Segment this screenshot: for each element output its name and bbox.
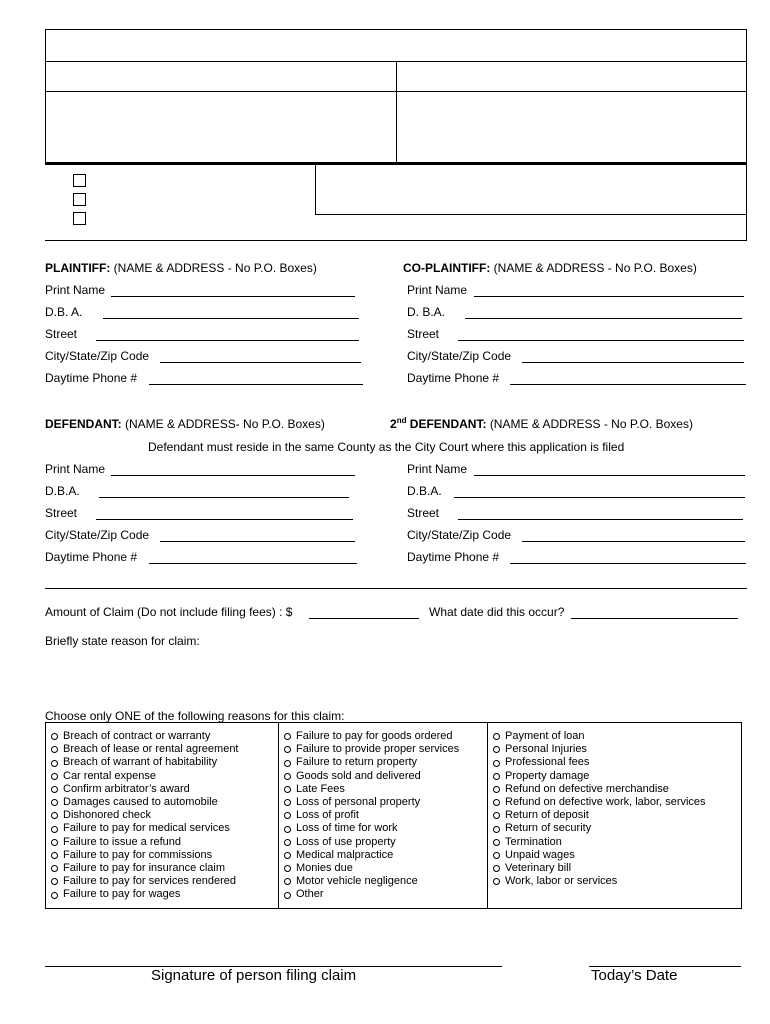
co-plaintiff-phone-field[interactable] bbox=[510, 384, 746, 385]
reason-option[interactable]: Loss of use property bbox=[284, 836, 459, 849]
reason-option[interactable]: Loss of personal property bbox=[284, 796, 459, 809]
radio-icon[interactable] bbox=[284, 799, 291, 806]
reason-option[interactable]: Payment of loan bbox=[493, 730, 706, 743]
reason-option[interactable]: Return of deposit bbox=[493, 809, 706, 822]
reasons-column-divider-1 bbox=[278, 722, 279, 909]
claim-date-label: What date did this occur? bbox=[429, 605, 565, 619]
co-plaintiff-print-name-label: Print Name bbox=[407, 283, 468, 297]
reason-option[interactable]: Loss of time for work bbox=[284, 822, 459, 835]
reason-option[interactable]: Personal Injuries bbox=[493, 743, 706, 756]
co-plaintiff-phone-label: Daytime Phone # bbox=[407, 371, 500, 385]
reason-option[interactable]: Other bbox=[284, 888, 459, 901]
plaintiff-city-field[interactable] bbox=[160, 362, 361, 363]
reasons-column-2 bbox=[284, 730, 459, 902]
reason-option[interactable]: Breach of warrant of habitability bbox=[51, 756, 239, 769]
second-defendant-phone-label: Daytime Phone # bbox=[407, 550, 500, 564]
radio-icon[interactable] bbox=[284, 746, 291, 753]
defendant-city-label: City/State/Zip Code bbox=[45, 528, 150, 542]
radio-icon[interactable] bbox=[493, 852, 500, 859]
reason-option[interactable]: Work, labor or services bbox=[493, 875, 706, 888]
defendant-street-label: Street bbox=[45, 506, 78, 520]
reasons-column-3 bbox=[493, 730, 706, 888]
radio-icon[interactable] bbox=[493, 839, 500, 846]
plaintiff-street-field[interactable] bbox=[96, 340, 359, 341]
reason-option[interactable]: Goods sold and delivered bbox=[284, 770, 459, 783]
reason-option[interactable]: Unpaid wages bbox=[493, 849, 706, 862]
reason-option[interactable]: Loss of profit bbox=[284, 809, 459, 822]
radio-icon[interactable] bbox=[493, 746, 500, 753]
plaintiff-city-label: City/State/Zip Code bbox=[45, 349, 150, 363]
plaintiff-dba-label: D.B. A. bbox=[45, 305, 83, 319]
second-defendant-street-label: Street bbox=[407, 506, 440, 520]
claim-reason-label: Briefly state reason for claim: bbox=[45, 634, 200, 648]
amount-of-claim-field[interactable] bbox=[309, 618, 419, 619]
defendant-city-field[interactable] bbox=[160, 541, 355, 542]
second-defendant-city-field[interactable] bbox=[522, 541, 745, 542]
plaintiff-print-name-label: Print Name bbox=[45, 283, 106, 297]
co-plaintiff-city-field[interactable] bbox=[522, 362, 744, 363]
radio-icon[interactable] bbox=[284, 865, 291, 872]
second-defendant-dba-label: D.B.A. bbox=[407, 484, 442, 498]
reason-option[interactable]: Breach of contract or warranty bbox=[51, 730, 239, 743]
plaintiff-heading: PLAINTIFF: (NAME & ADDRESS - No P.O. Boxes) bbox=[45, 261, 317, 275]
radio-icon[interactable] bbox=[51, 839, 58, 846]
radio-icon[interactable] bbox=[284, 773, 291, 780]
radio-icon[interactable] bbox=[51, 878, 58, 885]
reason-option[interactable]: Failure to pay for services rendered bbox=[51, 875, 239, 888]
reason-option[interactable]: Failure to pay for wages bbox=[51, 888, 239, 901]
checkbox-area-inner-rule bbox=[315, 214, 747, 215]
checkbox-area-bottom bbox=[45, 240, 747, 241]
checkbox-1[interactable] bbox=[73, 174, 86, 187]
radio-icon[interactable] bbox=[51, 892, 58, 899]
reason-option[interactable]: Failure to issue a refund bbox=[51, 836, 239, 849]
radio-icon[interactable] bbox=[493, 826, 500, 833]
radio-icon[interactable] bbox=[51, 812, 58, 819]
radio-icon[interactable] bbox=[284, 892, 291, 899]
reason-option[interactable]: Professional fees bbox=[493, 756, 706, 769]
section-divider bbox=[45, 588, 747, 589]
radio-icon[interactable] bbox=[284, 786, 291, 793]
reasons-column-divider-2 bbox=[487, 722, 488, 909]
reason-option[interactable]: Dishonored check bbox=[51, 809, 239, 822]
radio-icon[interactable] bbox=[284, 826, 291, 833]
second-defendant-city-label: City/State/Zip Code bbox=[407, 528, 512, 542]
radio-icon[interactable] bbox=[51, 799, 58, 806]
co-plaintiff-heading: CO-PLAINTIFF: (NAME & ADDRESS - No P.O. Boxes) bbox=[403, 261, 697, 275]
radio-icon[interactable] bbox=[51, 733, 58, 740]
plaintiff-street-label: Street bbox=[45, 327, 78, 341]
defendant-street-field[interactable] bbox=[96, 519, 353, 520]
radio-icon[interactable] bbox=[51, 786, 58, 793]
radio-icon[interactable] bbox=[493, 733, 500, 740]
reason-option[interactable]: Failure to pay for commissions bbox=[51, 849, 239, 862]
choose-reason-label: Choose only ONE of the following reasons for this claim: bbox=[45, 709, 345, 723]
reasons-column-1 bbox=[51, 730, 239, 902]
radio-icon[interactable] bbox=[51, 826, 58, 833]
reason-option[interactable]: Return of security bbox=[493, 822, 706, 835]
radio-icon[interactable] bbox=[284, 839, 291, 846]
plaintiff-phone-field[interactable] bbox=[149, 384, 363, 385]
reason-option[interactable]: Refund on defective work, labor, services bbox=[493, 796, 706, 809]
header-vertical-divider bbox=[396, 61, 397, 163]
todays-date-label: Today’s Date bbox=[591, 967, 678, 984]
radio-icon[interactable] bbox=[493, 865, 500, 872]
checkbox-area-right-edge bbox=[746, 163, 747, 240]
reason-option[interactable]: Damages caused to automobile bbox=[51, 796, 239, 809]
radio-icon[interactable] bbox=[284, 733, 291, 740]
radio-icon[interactable] bbox=[493, 786, 500, 793]
radio-icon[interactable] bbox=[284, 812, 291, 819]
defendant-phone-label: Daytime Phone # bbox=[45, 550, 138, 564]
reason-option[interactable]: Veterinary bill bbox=[493, 862, 706, 875]
radio-icon[interactable] bbox=[51, 760, 58, 767]
checkbox-2[interactable] bbox=[73, 193, 86, 206]
second-defendant-print-name-field[interactable] bbox=[474, 475, 745, 476]
radio-icon[interactable] bbox=[51, 773, 58, 780]
radio-icon[interactable] bbox=[51, 852, 58, 859]
plaintiff-print-name-field[interactable] bbox=[111, 296, 355, 297]
reason-option[interactable]: Failure to provide proper services bbox=[284, 743, 459, 756]
defendant-print-name-field[interactable] bbox=[111, 475, 355, 476]
co-plaintiff-print-name-field[interactable] bbox=[474, 296, 744, 297]
defendant-heading: DEFENDANT: (NAME & ADDRESS- No P.O. Boxes) bbox=[45, 417, 325, 431]
second-defendant-street-field[interactable] bbox=[458, 519, 743, 520]
plaintiff-dba-field[interactable] bbox=[103, 318, 359, 319]
reason-option[interactable]: Motor vehicle negligence bbox=[284, 875, 459, 888]
plaintiff-phone-label: Daytime Phone # bbox=[45, 371, 138, 385]
radio-icon[interactable] bbox=[493, 812, 500, 819]
amount-of-claim-label: Amount of Claim (Do not include filing fees) : $ bbox=[45, 605, 293, 619]
radio-icon[interactable] bbox=[493, 878, 500, 885]
second-defendant-dba-field[interactable] bbox=[454, 497, 745, 498]
co-plaintiff-street-field[interactable] bbox=[458, 340, 744, 341]
reason-option[interactable]: Refund on defective merchandise bbox=[493, 783, 706, 796]
radio-icon[interactable] bbox=[284, 878, 291, 885]
defendant-dba-field[interactable] bbox=[99, 497, 349, 498]
checkbox-3[interactable] bbox=[73, 212, 86, 225]
reason-option[interactable]: Failure to return property bbox=[284, 756, 459, 769]
second-defendant-print-name-label: Print Name bbox=[407, 462, 468, 476]
reason-option[interactable]: Late Fees bbox=[284, 783, 459, 796]
co-plaintiff-city-label: City/State/Zip Code bbox=[407, 349, 512, 363]
checkbox-area-top bbox=[45, 163, 747, 165]
co-plaintiff-dba-label: D. B.A. bbox=[407, 305, 446, 319]
reason-option[interactable]: Car rental expense bbox=[51, 770, 239, 783]
reason-option[interactable]: Medical malpractice bbox=[284, 849, 459, 862]
defendant-residence-note: Defendant must reside in the same County as the City Court where this application is filed bbox=[148, 440, 625, 454]
reason-option[interactable]: Monies due bbox=[284, 862, 459, 875]
co-plaintiff-dba-field[interactable] bbox=[465, 318, 742, 319]
reason-option[interactable]: Termination bbox=[493, 836, 706, 849]
radio-icon[interactable] bbox=[493, 773, 500, 780]
reason-option[interactable]: Failure to pay for insurance claim bbox=[51, 862, 239, 875]
radio-icon[interactable] bbox=[493, 799, 500, 806]
co-plaintiff-street-label: Street bbox=[407, 327, 440, 341]
second-defendant-phone-field[interactable] bbox=[510, 563, 746, 564]
reason-option[interactable]: Property damage bbox=[493, 770, 706, 783]
defendant-phone-field[interactable] bbox=[149, 563, 357, 564]
claim-date-field[interactable] bbox=[571, 618, 738, 619]
checkbox-area-divider bbox=[315, 163, 316, 215]
radio-icon[interactable] bbox=[51, 865, 58, 872]
reason-option[interactable]: Breach of lease or rental agreement bbox=[51, 743, 239, 756]
reason-option[interactable]: Failure to pay for medical services bbox=[51, 822, 239, 835]
second-defendant-heading: 2nd DEFENDANT: (NAME & ADDRESS - No P.O. Boxes) bbox=[390, 416, 693, 431]
radio-icon[interactable] bbox=[284, 760, 291, 767]
signature-label: Signature of person filing claim bbox=[151, 967, 357, 984]
defendant-dba-label: D.B.A. bbox=[45, 484, 80, 498]
reason-option[interactable]: Confirm arbitrator’s award bbox=[51, 783, 239, 796]
radio-icon[interactable] bbox=[493, 760, 500, 767]
defendant-print-name-label: Print Name bbox=[45, 462, 106, 476]
radio-icon[interactable] bbox=[284, 852, 291, 859]
radio-icon[interactable] bbox=[51, 746, 58, 753]
reason-option[interactable]: Failure to pay for goods ordered bbox=[284, 730, 459, 743]
